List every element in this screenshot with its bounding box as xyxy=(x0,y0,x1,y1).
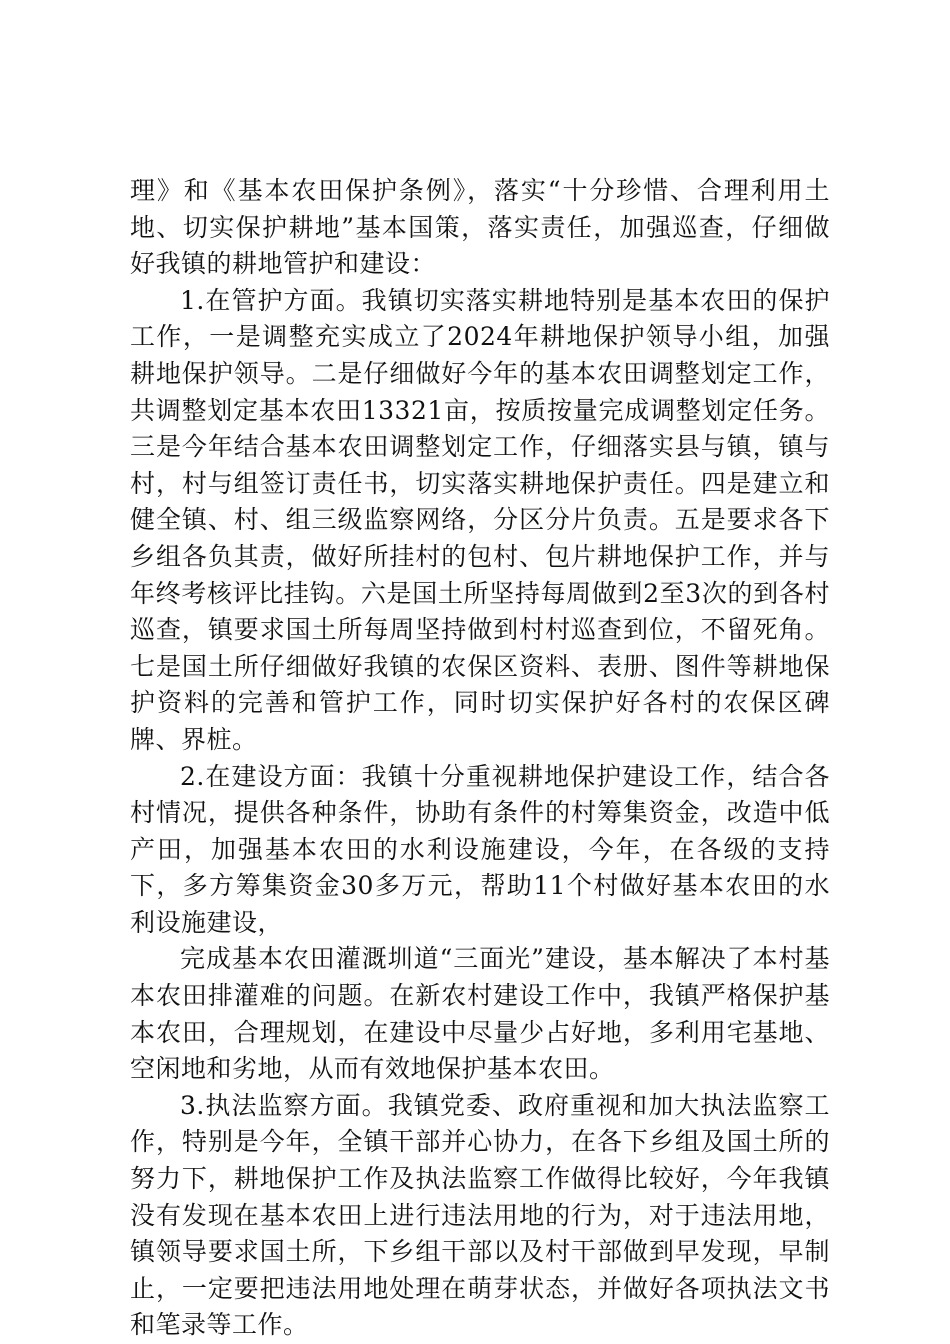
document-body xyxy=(130,173,830,1344)
paragraph-intro-continuation: 理》和《基本农田保护条例》，落实“十分珍惜、合理利用土地、切实保护耕地”基本国策，落实责任，加强巡查，仔细做好我镇的耕地管护和建设： xyxy=(130,176,830,279)
paragraph-law-enforcement: 3.执法监察方面。我镇党委、政府重视和加大执法监察工作，特别是今年，全镇干部并心协力，在各下乡组及国土所的努力下，耕地保护工作及执法监察工作做得比较好，今年我镇没有发现在基本农田上进行违法用地的行为，对于违法用地，镇领导要求国土所，下乡组干部以及村干部做到早发现，早制止，一定要把违法用地处理在萌芽状态，并做好各项执法文书和笔录等工作。 xyxy=(130,1090,830,1340)
paragraph-irrigation: 完成基本农田灌溉圳道“三面光”建设，基本解决了本村基本农田排灌难的问题。在新农村建设工作中，我镇严格保护基本农田，合理规划，在建设中尽量少占好地，多利用宅基地、空闲地和劣地，从而有效地保护基本农田。 xyxy=(130,944,830,1084)
paragraph-construction: 2.在建设方面：我镇十分重视耕地保护建设工作，结合各村情况，提供各种条件，协助有条件的村筹集资金，改造中低产田，加强基本农田的水利设施建设，今年，在各级的支持下，多方筹集资金30多万元，帮助11个村做好基本农田的水利设施建设， xyxy=(130,761,830,937)
paragraph-management: 1.在管护方面。我镇切实落实耕地特别是基本农田的保护工作，一是调整充实成立了2024年耕地保护领导小组，加强耕地保护领导。二是仔细做好今年的基本农田调整划定工作，共调整划定基本农田13321亩，按质按量完成调整划定任务。三是今年结合基本农田调整划定工作，仔细落实县与镇，镇与村，村与组签订责任书，切实落实耕地保护责任。四是建立和健全镇、村、组三级监察网络，分区分片负责。五是要求各下乡组各负其责，做好所挂村的包村、包片耕地保护工作，并与年终考核评比挂钩。六是国土所坚持每周做到2至3次的到各村巡查，镇要求国土所每周坚持做到村村巡查到位，不留死角。七是国土所仔细做好我镇的农保区资料、表册、图件等耕地保护资料的完善和管护工作，同时切实保护好各村的农保区碑牌、界桩。 xyxy=(130,285,830,754)
